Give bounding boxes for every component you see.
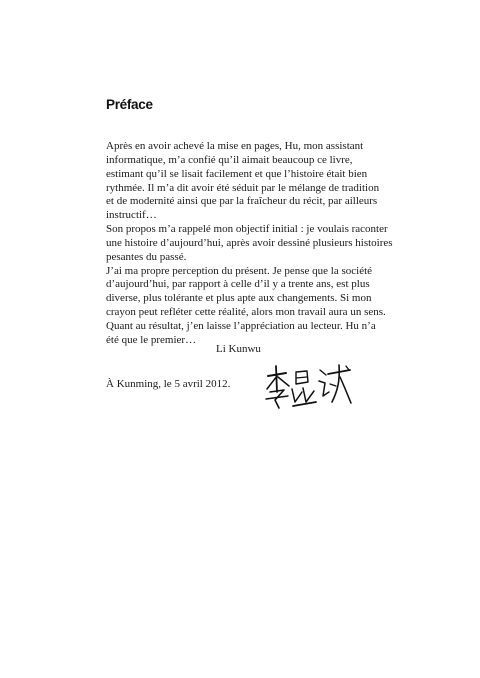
body-line: d’aujourd’hui, par rapport à celle d’il y a trente ans, est plus [106,278,370,291]
page-title: Préface [106,97,153,112]
body-line: une histoire d’aujourd’hui, après avoir dessiné plusieurs histoires [106,236,393,249]
body-line: Après en avoir achevé la mise en pages, Hu, mon assistant [106,140,364,152]
body-line: estimant qu’il se lisait facilement et que l’histoire était bien [106,167,368,180]
body-line: crayon peut refléter cette réalité, alors mon travail aura un sens. [106,306,386,319]
body-line: rythmée. Il m’a dit avoir été séduit par le mélange de tradition [106,181,380,194]
body-line: instructif… [106,209,157,222]
body-line: pesantes du passé. [106,250,187,263]
body-line: diverse, plus tolérante et plus apte aux changements. Si mon [106,292,372,305]
body-line: Quant au résultat, j’en laisse l’appréciation au lecteur. Hu n’a [106,319,376,332]
body-line: été que le premier… [106,333,197,346]
author-name: Li Kunwu [216,343,261,355]
body-line: et de modernité ainsi que par la fraîcheur du récit, par ailleurs [106,195,378,208]
body-line: informatique, m’a confié qu’il aimait beaucoup ce livre, [106,153,353,166]
handwritten-signature [262,362,354,412]
preface-body [106,140,393,348]
body-line: Son propos m’a rappelé mon objectif initial : je voulais raconter [106,223,388,236]
body-line: J’ai ma propre perception du présent. Je pense que la société [106,264,373,277]
place-date: À Kunming, le 5 avril 2012. [106,378,231,390]
